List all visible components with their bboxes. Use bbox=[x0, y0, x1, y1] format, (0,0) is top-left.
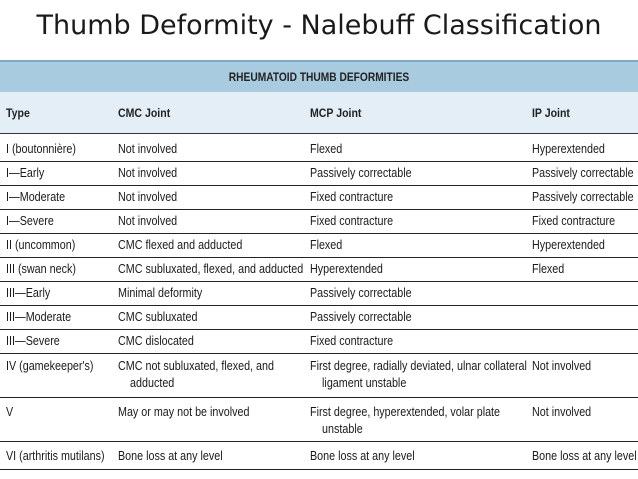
cell-mcp: Passively correctable bbox=[310, 310, 412, 324]
cell-cmc: CMC not subluxated, flexed, and adducted bbox=[118, 359, 274, 390]
cell-ip: Bone loss at any level bbox=[532, 449, 637, 463]
cell-type: I—Severe bbox=[6, 214, 54, 228]
cell-ip: Passively correctable bbox=[532, 190, 634, 204]
cell-type: III (swan neck) bbox=[6, 262, 76, 276]
table-row bbox=[0, 398, 638, 442]
cell-mcp: Fixed contracture bbox=[310, 190, 394, 204]
table-row bbox=[0, 162, 638, 186]
cell-type: III—Moderate bbox=[6, 310, 72, 324]
cell-ip: Not involved bbox=[532, 405, 592, 419]
cell-mcp: Hyperextended bbox=[310, 262, 383, 276]
cell-cmc: Bone loss at any level bbox=[118, 449, 223, 463]
cell-mcp: Flexed bbox=[310, 142, 343, 156]
cell-cmc: CMC dislocated bbox=[118, 334, 194, 348]
cell-cmc: Not involved bbox=[118, 190, 178, 204]
cell-mcp: Passively correctable bbox=[310, 286, 412, 300]
table-row bbox=[0, 138, 638, 162]
table-caption: RHEUMATOID THUMB DEFORMITIES bbox=[228, 70, 410, 84]
cell-cmc: CMC flexed and adducted bbox=[118, 238, 243, 252]
cell-cmc: Minimal deformity bbox=[118, 286, 203, 300]
cell-type: V bbox=[6, 405, 14, 419]
table-row bbox=[0, 330, 638, 354]
table-header-row bbox=[0, 92, 638, 134]
cell-ip: Hyperextended bbox=[532, 142, 605, 156]
cell-cmc: CMC subluxated, flexed, and adducted bbox=[118, 262, 304, 276]
table-row bbox=[0, 442, 638, 470]
cell-cmc: Not involved bbox=[118, 142, 178, 156]
cell-type: I—Moderate bbox=[6, 190, 66, 204]
header-type: Type bbox=[6, 106, 30, 120]
cell-ip: Not involved bbox=[532, 359, 592, 373]
table-caption-bar bbox=[0, 60, 638, 92]
cell-ip: Hyperextended bbox=[532, 238, 605, 252]
cell-type: VI (arthritis mutilans) bbox=[6, 449, 105, 463]
table-row bbox=[0, 234, 638, 258]
cell-type: III—Severe bbox=[6, 334, 60, 348]
slide-title: Thumb Deformity - Nalebuff Classification bbox=[36, 10, 602, 41]
cell-type: II (uncommon) bbox=[6, 238, 76, 252]
cell-mcp: Bone loss at any level bbox=[310, 449, 415, 463]
cell-cmc: Not involved bbox=[118, 214, 178, 228]
cell-mcp: Fixed contracture bbox=[310, 334, 394, 348]
cell-type: III—Early bbox=[6, 286, 51, 300]
table-row bbox=[0, 186, 638, 210]
cell-mcp: Passively correctable bbox=[310, 166, 412, 180]
cell-mcp: First degree, radially deviated, ulnar collateral ligament unstable bbox=[310, 359, 527, 390]
cell-ip: Fixed contracture bbox=[532, 214, 616, 228]
table-row bbox=[0, 354, 638, 398]
header-mcp-joint: MCP Joint bbox=[310, 106, 362, 120]
cell-cmc: May or may not be involved bbox=[118, 405, 250, 419]
table-row bbox=[0, 210, 638, 234]
header-ip-joint: IP Joint bbox=[532, 106, 570, 120]
table-row bbox=[0, 282, 638, 306]
cell-cmc: CMC subluxated bbox=[118, 310, 198, 324]
cell-mcp: Fixed contracture bbox=[310, 214, 394, 228]
cell-mcp: Flexed bbox=[310, 238, 343, 252]
cell-type: I—Early bbox=[6, 166, 45, 180]
table-row bbox=[0, 306, 638, 330]
cell-mcp: First degree, hyperextended, volar plate unstable bbox=[310, 405, 501, 436]
table-row bbox=[0, 258, 638, 282]
cell-ip: Flexed bbox=[532, 262, 565, 276]
header-cmc-joint: CMC Joint bbox=[118, 106, 171, 120]
cell-type: IV (gamekeeper's) bbox=[6, 359, 94, 373]
cell-cmc: Not involved bbox=[118, 166, 178, 180]
cell-type: I (boutonnière) bbox=[6, 142, 76, 156]
classification-table bbox=[0, 58, 638, 479]
cell-ip: Passively correctable bbox=[532, 166, 634, 180]
